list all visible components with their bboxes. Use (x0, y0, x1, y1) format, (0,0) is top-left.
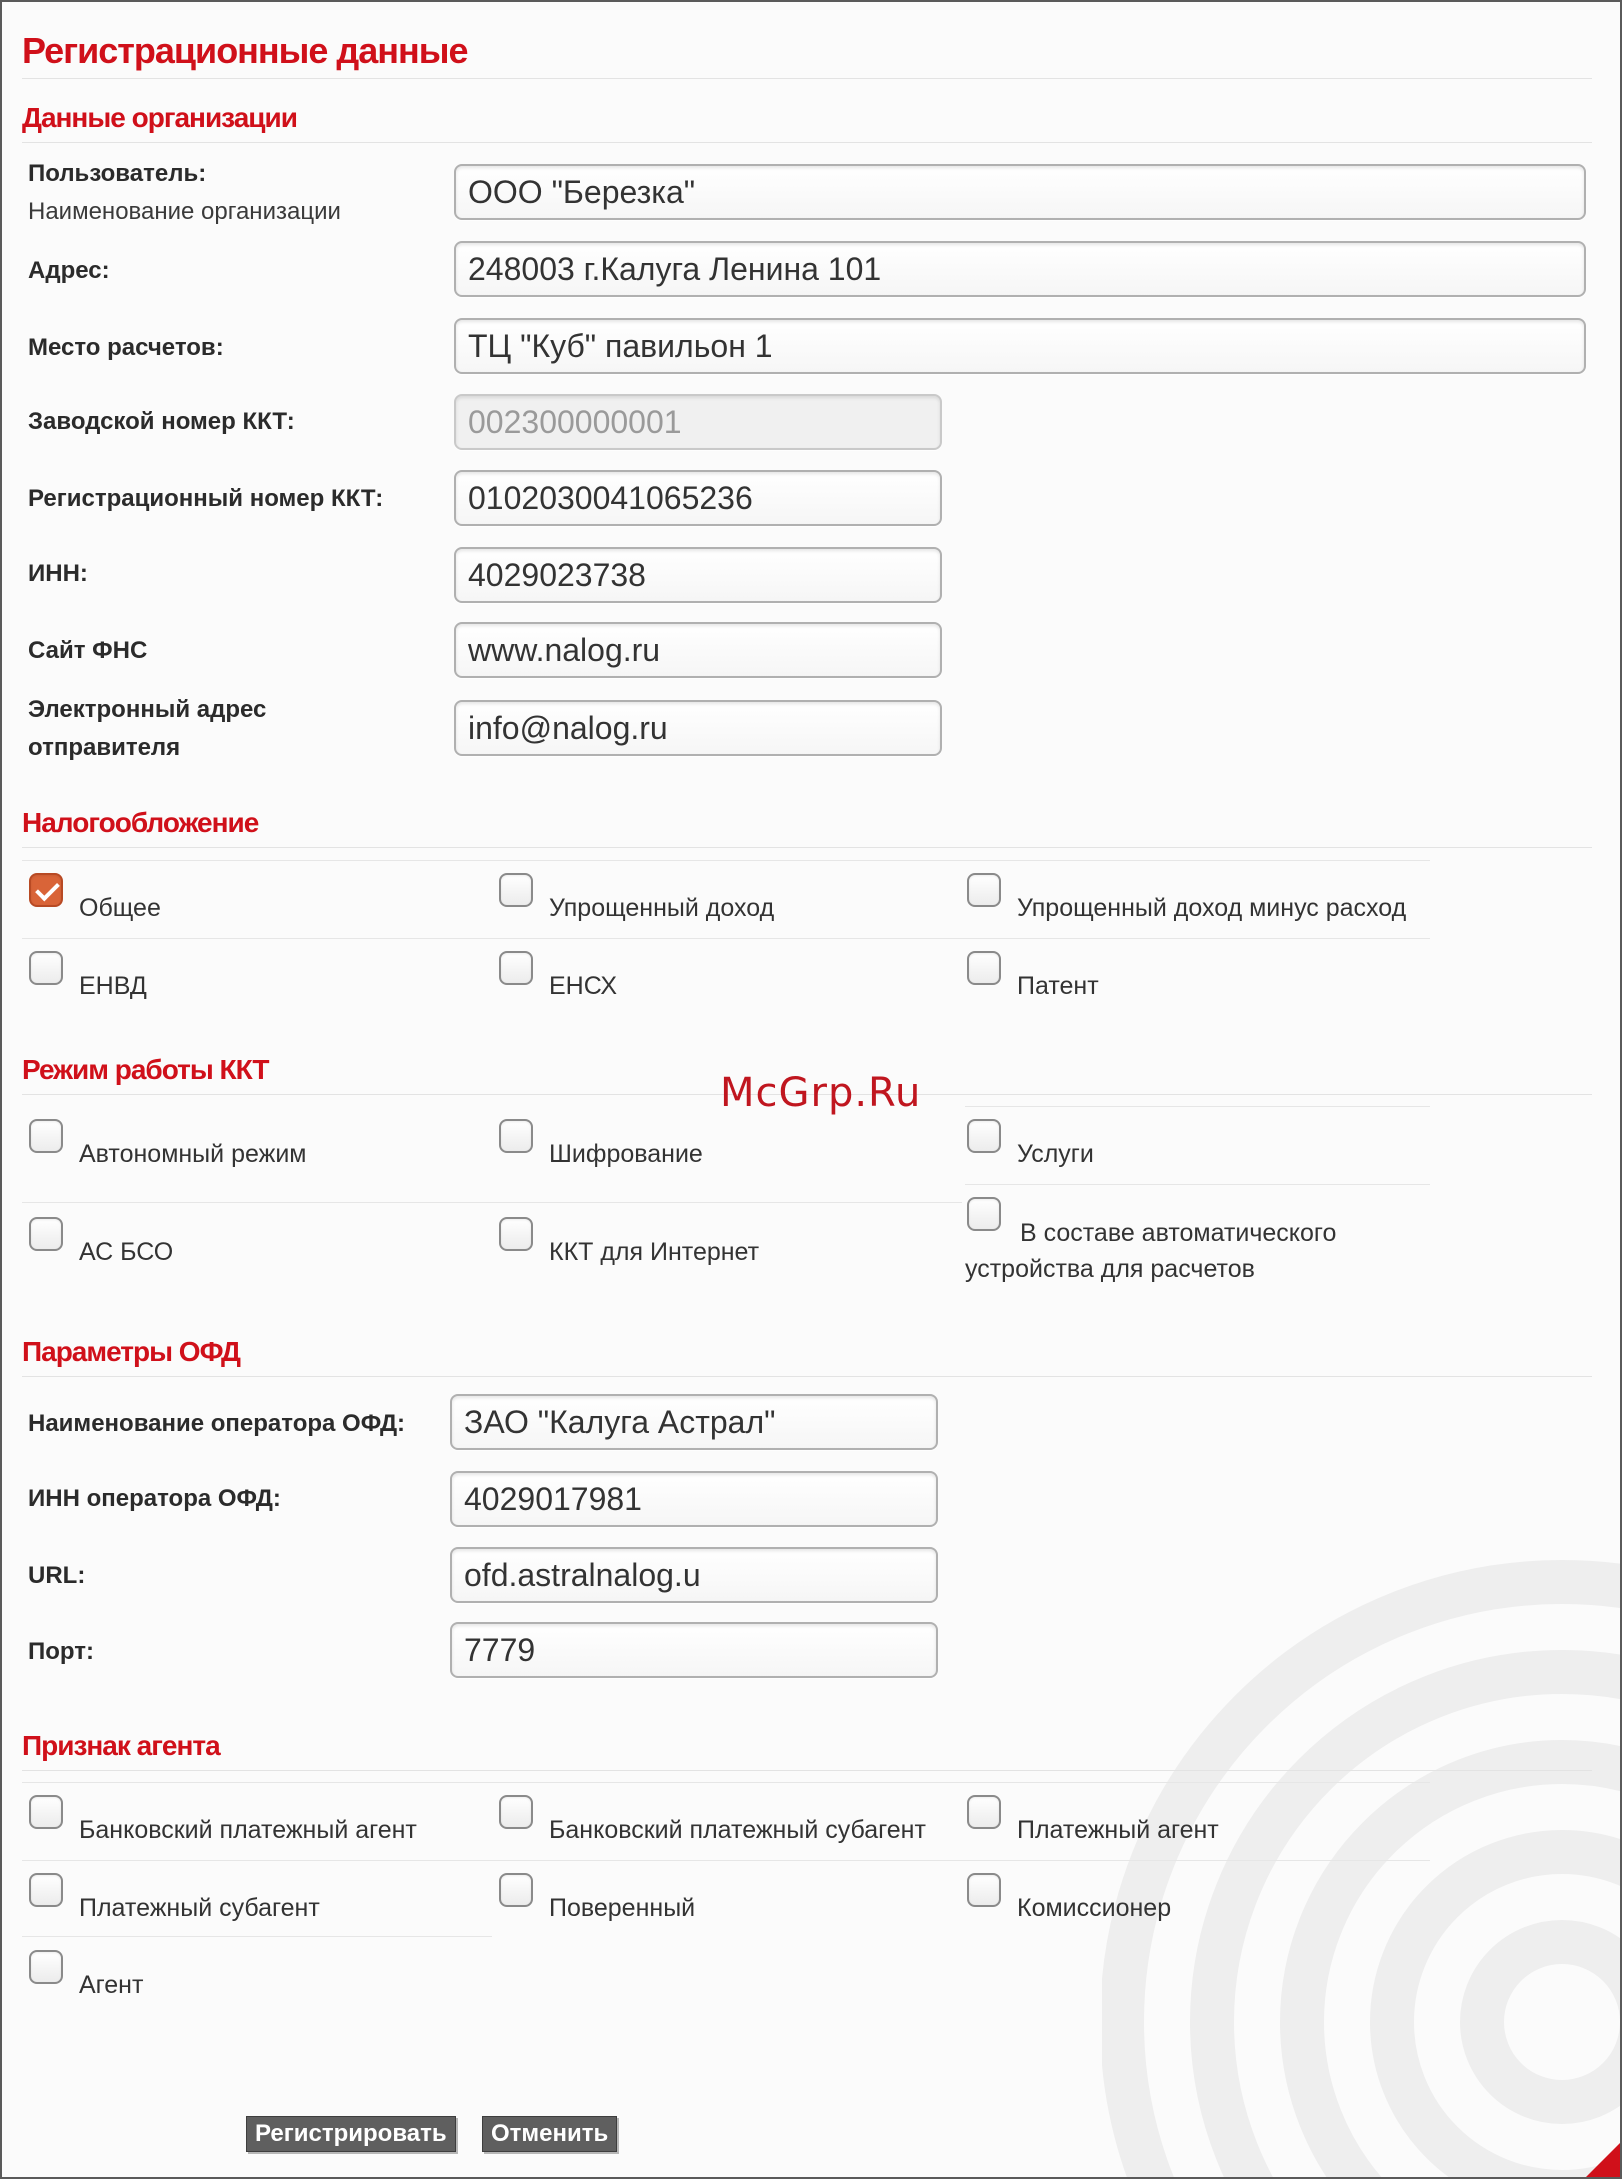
ofd-inn-label: ИНН оператора ОФД: (28, 1485, 281, 1512)
registration-number-input[interactable]: 0102030041065236 (454, 470, 942, 526)
checkbox[interactable] (499, 1873, 533, 1907)
agent-option-payment-subagent[interactable] (29, 1873, 320, 1925)
title-divider (22, 78, 1592, 79)
checkbox[interactable] (29, 1119, 63, 1153)
checkbox[interactable] (967, 873, 1001, 907)
registration-number-label: Регистрационный номер ККТ: (28, 485, 384, 512)
option-label: Платежный субагент (79, 1894, 320, 1922)
section-title-taxation: Налогообложение (22, 807, 259, 838)
tax-option-patent[interactable] (967, 951, 1099, 1003)
mode-option-autonomous[interactable] (29, 1119, 306, 1171)
option-label: Комиссионер (1017, 1894, 1172, 1922)
place-label: Место расчетов: (28, 334, 224, 361)
tax-option-simplified-income-minus-expense[interactable] (967, 873, 1406, 925)
checkbox[interactable] (499, 1795, 533, 1829)
ofd-inn-input[interactable]: 4029017981 (450, 1471, 938, 1527)
option-label: Упрощенный доход минус расход (1017, 894, 1407, 922)
section-title-kkt-mode: Режим работы ККТ (22, 1054, 269, 1085)
option-label: Шифрование (549, 1140, 703, 1168)
mode-option-services[interactable] (967, 1119, 1094, 1171)
organization-name-input[interactable]: ООО "Березка" (454, 164, 1586, 220)
checkbox[interactable] (967, 1873, 1001, 1907)
sender-email-label (28, 691, 266, 767)
register-button[interactable]: Регистрировать (246, 2116, 456, 2152)
option-label: Патент (1017, 972, 1099, 1000)
inn-label: ИНН: (28, 560, 88, 587)
tax-option-envd[interactable] (29, 951, 147, 1003)
row-divider (22, 1860, 1430, 1861)
checkbox[interactable] (499, 1119, 533, 1153)
option-label: ЕНВД (79, 972, 147, 1000)
ofd-port-input[interactable]: 7779 (450, 1622, 938, 1678)
mode-option-automatic-device[interactable] (965, 1197, 1405, 1283)
checkbox[interactable] (499, 873, 533, 907)
row-divider (22, 1936, 492, 1937)
option-label: Агент (79, 1971, 144, 1999)
section-divider (22, 1376, 1592, 1377)
checkbox[interactable] (29, 1795, 63, 1829)
user-label-text: Пользователь: (28, 160, 207, 187)
tax-option-ensh[interactable] (499, 951, 617, 1003)
option-label: Общее (79, 894, 161, 922)
checkbox[interactable] (967, 1795, 1001, 1829)
row-divider (492, 1202, 962, 1203)
page-title: Регистрационные данные (22, 30, 468, 71)
option-label: ККТ для Интернет (549, 1238, 760, 1266)
inn-input[interactable]: 4029023738 (454, 547, 942, 603)
section-divider (22, 142, 1592, 143)
place-of-settlement-input[interactable]: ТЦ "Куб" павильон 1 (454, 318, 1586, 374)
option-label: Автономный режим (79, 1140, 307, 1168)
row-divider (22, 938, 1430, 939)
agent-option-bank-payment-agent[interactable] (29, 1795, 417, 1847)
checkbox[interactable] (29, 1873, 63, 1907)
section-title-agent: Признак агента (22, 1730, 220, 1761)
option-label: Поверенный (549, 1894, 696, 1922)
checkbox[interactable] (499, 951, 533, 985)
section-title-ofd: Параметры ОФД (22, 1336, 240, 1367)
serial-number-input: 002300000001 (454, 394, 942, 450)
checkbox[interactable] (499, 1217, 533, 1251)
agent-option-attorney[interactable] (499, 1873, 695, 1925)
checkbox[interactable] (967, 951, 1001, 985)
option-label: АС БСО (79, 1238, 174, 1266)
option-label: Упрощенный доход (549, 894, 775, 922)
address-input[interactable]: 248003 г.Калуга Ленина 101 (454, 241, 1586, 297)
fns-site-label: Сайт ФНС (28, 637, 148, 664)
checkbox[interactable] (29, 1217, 63, 1251)
ofd-name-input[interactable]: ЗАО "Калуга Астрал" (450, 1394, 938, 1450)
section-divider (22, 1770, 1592, 1771)
section-divider (22, 847, 1592, 848)
option-label: Платежный агент (1017, 1816, 1219, 1844)
option-label: ЕНСХ (549, 972, 618, 1000)
checkbox[interactable] (967, 1119, 1001, 1153)
option-label: Банковский платежный агент (79, 1816, 417, 1844)
agent-option-bank-payment-subagent[interactable] (499, 1795, 926, 1847)
option-label: Банковский платежный субагент (549, 1816, 926, 1844)
row-divider (965, 1184, 1430, 1185)
cancel-button[interactable]: Отменить (482, 2116, 617, 2152)
checkbox[interactable] (29, 951, 63, 985)
ofd-name-label: Наименование оператора ОФД: (28, 1410, 406, 1437)
checkbox[interactable] (967, 1197, 1001, 1231)
agent-option-payment-agent[interactable] (967, 1795, 1219, 1847)
option-label: В составе автоматического устройства для расчетов (965, 1219, 1337, 1283)
checkbox[interactable] (29, 1950, 63, 1984)
watermark: McGrp.Ru (720, 1070, 922, 1116)
row-divider (22, 1782, 1430, 1783)
user-label (28, 155, 341, 231)
tax-option-general[interactable] (29, 873, 161, 925)
agent-option-commission-agent[interactable] (967, 1873, 1171, 1925)
ofd-port-label: Порт: (28, 1638, 94, 1665)
mode-option-as-bso[interactable] (29, 1217, 173, 1269)
ofd-url-input[interactable]: ofd.astralnalog.u (450, 1547, 938, 1603)
tax-option-simplified-income[interactable] (499, 873, 774, 925)
mode-option-internet[interactable] (499, 1217, 759, 1269)
ofd-url-label: URL: (28, 1562, 86, 1589)
row-divider (22, 1202, 492, 1203)
checkbox[interactable] (29, 873, 63, 907)
option-label: Услуги (1017, 1140, 1094, 1168)
user-sublabel: Наименование организации (28, 198, 341, 225)
sender-email-input[interactable]: info@nalog.ru (454, 700, 942, 756)
address-label: Адрес: (28, 257, 110, 284)
sender-email-label-line1: Электронный адрес (28, 696, 267, 723)
agent-option-agent[interactable] (29, 1950, 143, 2002)
row-divider (22, 860, 1430, 861)
section-title-organization: Данные организации (22, 102, 297, 133)
sender-email-label-line2: отправителя (28, 734, 181, 761)
fns-site-input[interactable]: www.nalog.ru (454, 622, 942, 678)
mode-option-encryption[interactable] (499, 1119, 703, 1171)
serial-number-label: Заводской номер ККТ: (28, 408, 295, 435)
row-divider (965, 1106, 1430, 1107)
